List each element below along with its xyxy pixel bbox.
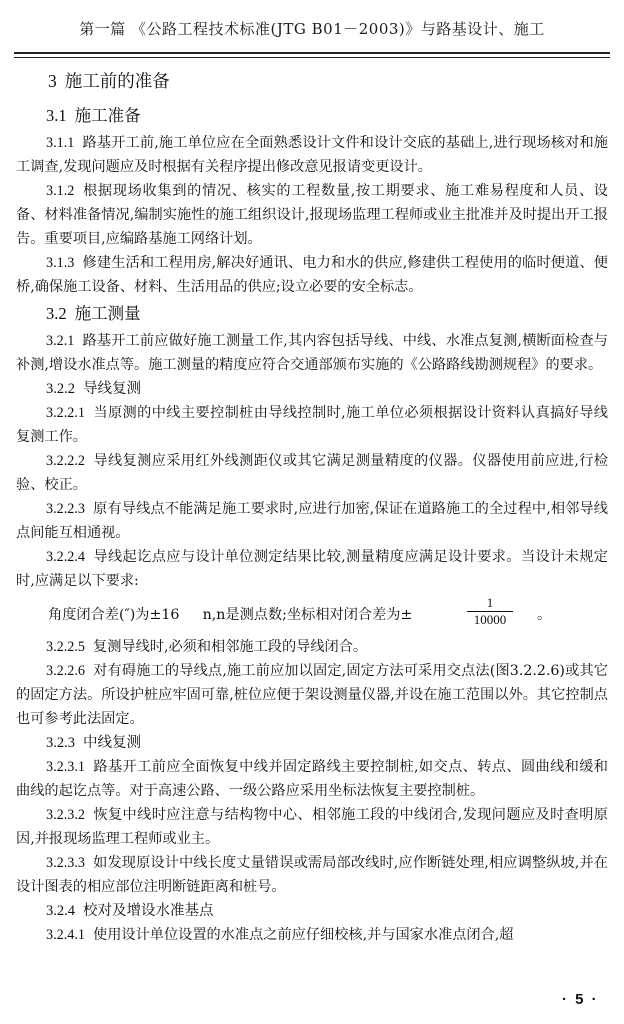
closure-formula — [16, 595, 608, 635]
page-number: · 5 · — [562, 991, 599, 1008]
clause-3-1-3: 3.1.3 修建生活和工程用房,解决好通讯、电力和水的供应,修建供工程使用的临时便道、便桥,确保施工设备、材料、生活用品的供应;设立必要的安全标志。 — [16, 255, 608, 295]
clause-3-2-3-3: 3.2.3.3 如发现原设计中线长度丈量错误或需局部改线时,应作断链处理,相应调整纵坡,并在设计图表的相应部位注明断链距离和桩号。 — [16, 855, 608, 895]
formula-text: 角度闭合差(″)为±16 n,n是测点数;坐标相对闭合差为± — [48, 607, 413, 623]
clause-3-1-2: 3.1.2 根据现场收集到的情况、核实的工程数量,按工期要求、施工难易程度和人员、设备、材料准备情况,编制实施性的施工组织设计,报现场监理工程师或业主批准并及时提出开工报告。重要项目,应编路基施工网络计划。 — [16, 183, 608, 247]
header-rule-thin — [14, 57, 610, 58]
clause-3-2-3-1: 3.2.3.1 路基开工前应全面恢复中线并固定路线主要控制桩,如交点、转点、圆曲线和缓和曲线的起讫点等。对于高速公路、一级公路应采用坐标法恢复主要控制桩。 — [16, 759, 608, 799]
subsection-3-2-title: 3.2 施工测量 — [46, 304, 141, 323]
formula-end: 。 — [537, 607, 552, 623]
formula-fraction — [467, 595, 513, 628]
clause-3-2-3-2: 3.2.3.2 恢复中线时应注意与结构物中心、相邻施工段的中线闭合,发现问题应及时查明原因,并报现场监理工程师或业主。 — [16, 807, 608, 847]
clause-3-2-2-2: 3.2.2.2 导线复测应采用红外线测距仪或其它满足测量精度的仪器。仪器使用前应进,行检验、校正。 — [16, 453, 608, 493]
clause-3-2-2-6: 3.2.2.6 对有碍施工的导线点,施工前应加以固定,固定方法可采用交点法(图3.2.2.6)或其它的固定方法。所设护桩应牢固可靠,桩位应便于架设测量仪器,并设在施工范围以外。其它控制点也可参考此法固定。 — [16, 663, 608, 727]
heading-3-2-4: 3.2.4 校对及增设水准基点 — [46, 903, 214, 919]
clause-3-2-4-1: 3.2.4.1 使用设计单位设置的水准点之前应仔细校核,并与国家水准点闭合,超 — [46, 927, 514, 943]
fraction-denominator: 10000 — [467, 611, 513, 628]
page-body — [16, 62, 608, 947]
section-title: 3 施工前的准备 — [48, 71, 170, 92]
fraction-numerator: 1 — [486, 595, 494, 610]
clause-3-2-2-1: 3.2.2.1 当原测的中线主要控制桩由导线控制时,施工单位必须根据设计资料认真搞好导线复测工作。 — [16, 405, 608, 445]
clause-3-2-2-3: 3.2.2.3 原有导线点不能满足施工要求时,应进行加密,保证在道路施工的全过程中,相邻导线点间能互相通视。 — [16, 501, 608, 541]
subsection-3-1-title: 3.1 施工准备 — [46, 106, 141, 125]
page-header: 第一篇 《公路工程技术标准(JTG B01－2003)》与路基设计、施工 — [79, 20, 545, 38]
clause-3-2-2-4: 3.2.2.4 导线起讫点应与设计单位测定结果比较,测量精度应满足设计要求。当设计未规定时,应满足以下要求: — [16, 549, 608, 589]
clause-3-2-2-5: 3.2.2.5 复测导线时,必须和相邻施工段的导线闭合。 — [46, 639, 368, 655]
heading-3-2-3: 3.2.3 中线复测 — [46, 735, 141, 751]
clause-3-1-1: 3.1.1 路基开工前,施工单位应在全面熟悉设计文件和设计交底的基础上,进行现场核对和施工调查,发现问题应及时根据有关程序提出修改意见报请变更设计。 — [16, 135, 608, 175]
heading-3-2-2: 3.2.2 导线复测 — [46, 381, 141, 397]
clause-3-2-1: 3.2.1 路基开工前应做好施工测量工作,其内容包括导线、中线、水准点复测,横断面检查与补测,增设水准点等。施工测量的精度应符合交通部颁布实施的《公路路线勘测规程》的要求。 — [16, 333, 608, 373]
header-rule-thick — [14, 52, 610, 54]
